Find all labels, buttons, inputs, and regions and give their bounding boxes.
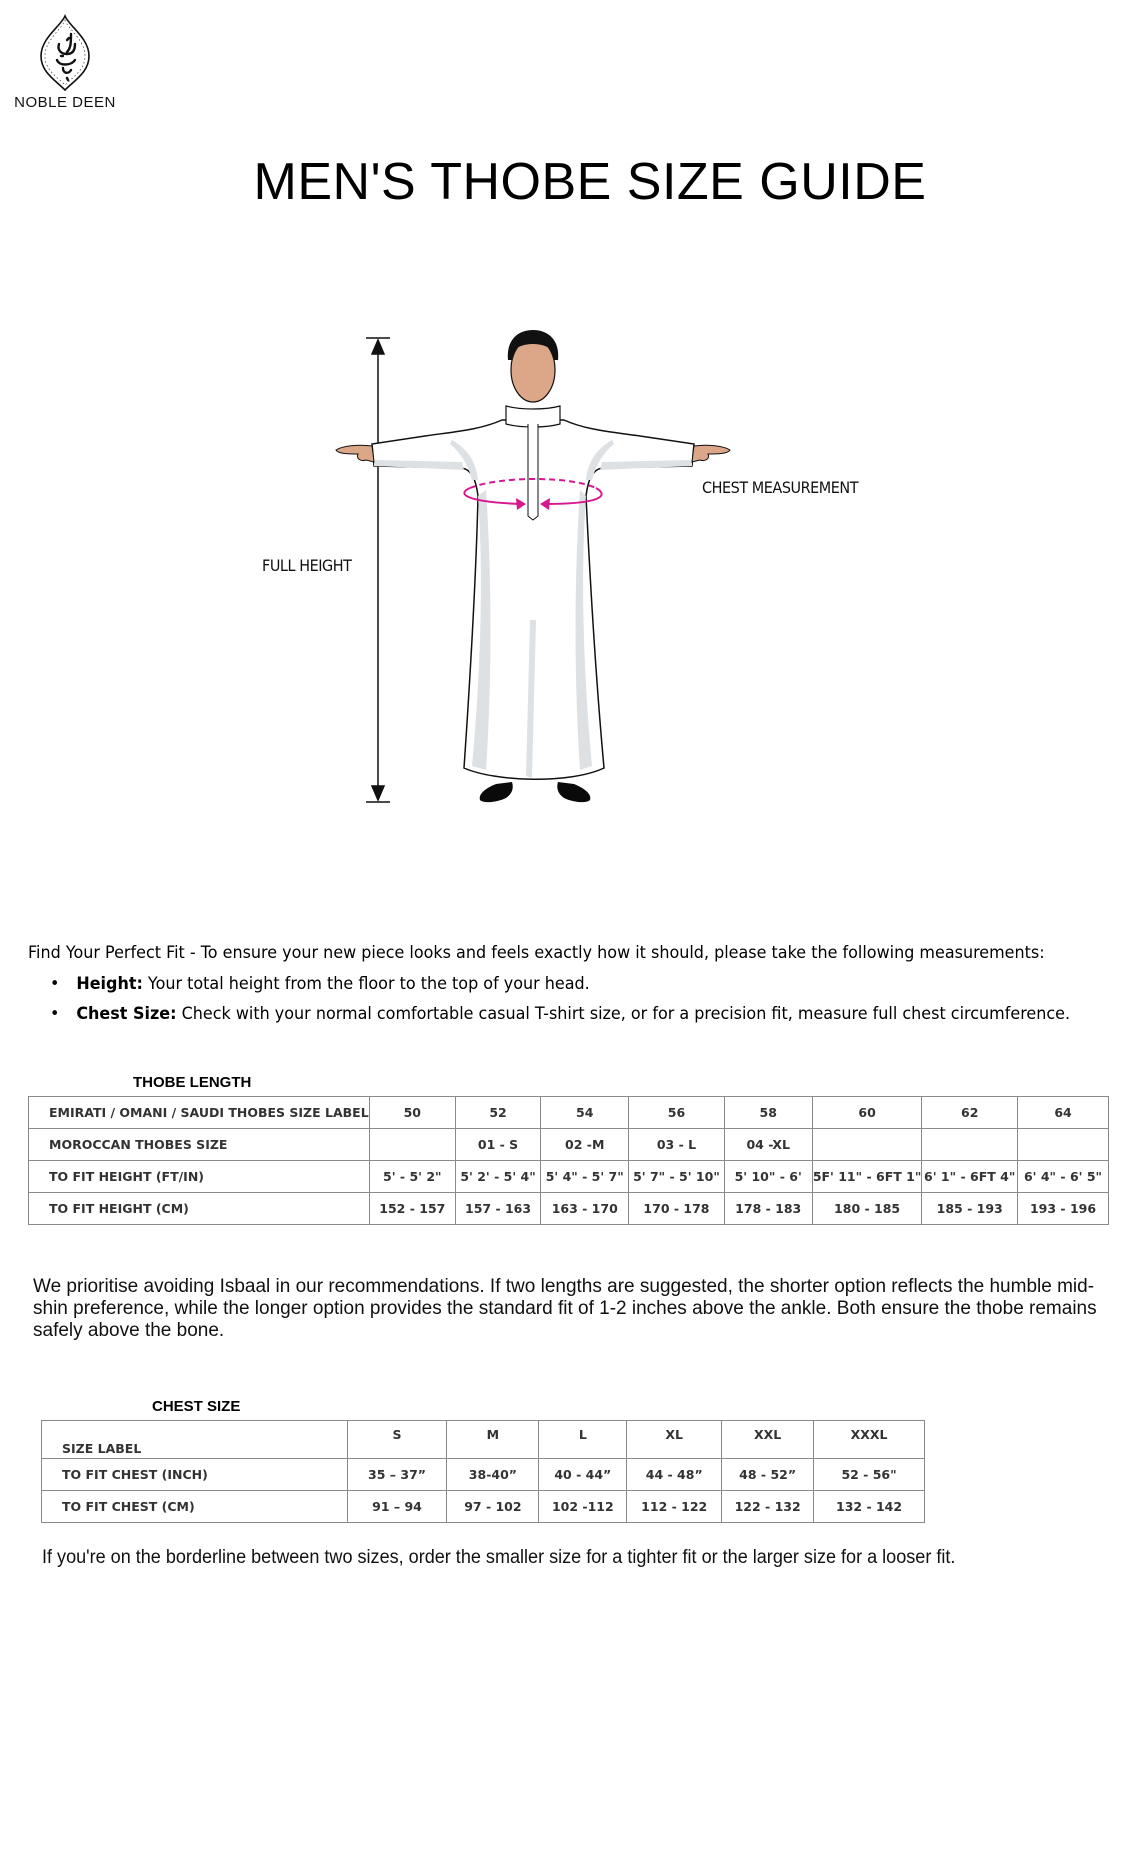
table-cell: 04 -XL [724,1129,812,1161]
bullet-term: Height: [76,974,143,994]
table-cell [922,1129,1018,1161]
bullet-text: Your total height from the floor to the top of your head. [142,974,590,994]
chest-size-row [42,1459,925,1491]
table-cell: 6' 4" - 6' 5" [1018,1161,1109,1193]
placket [528,424,538,520]
page-title: MEN'S THOBE SIZE GUIDE [253,153,927,211]
table-cell: 62 [922,1097,1018,1129]
borderline-note: If you're on the borderline between two sizes, order the smaller size for a tighter fit or the larger size for a looser fit. [42,1547,956,1568]
table-cell: 03 - L [629,1129,724,1161]
table-cell: 91 – 94 [347,1491,447,1523]
table-cell: 40 - 44” [539,1459,627,1491]
bullet-icon: • [50,1004,60,1024]
table-cell: 102 -112 [539,1491,627,1523]
isbaal-note: We prioritise avoiding Isbaal in our recommendations. If two lengths are suggested, the shorter option reflects the humble mid-shin preference, while the longer option provides the standard fit of 1-2 inches above the ankle. Both ensure the thobe remains safely above the bone. [33,1276,1097,1341]
table-cell: 6' 1" - 6FT 4" [922,1161,1018,1193]
table-cell: 50 [369,1097,455,1129]
table-cell: 132 - 142 [814,1491,925,1523]
table-cell: M [447,1421,539,1459]
row-header: TO FIT HEIGHT (FT/IN) [29,1161,370,1193]
list-item-height [50,974,1070,1004]
bullet-text: Check with your normal comfortable casual T-shirt size, or for a precision fit, measure full chest circumference. [176,1004,1071,1024]
measurement-illustration [240,320,920,810]
full-height-arrow-icon [366,338,390,802]
table-cell: 52 - 56" [814,1459,925,1491]
row-header: TO FIT HEIGHT (CM) [29,1193,370,1225]
table-cell: 5' 10" - 6' [724,1161,812,1193]
brand-logo [10,14,120,111]
table-cell: 54 [541,1097,629,1129]
thobe-length-row [29,1161,1109,1193]
table-cell: 44 - 48” [627,1459,722,1491]
table-cell: 112 - 122 [627,1491,722,1523]
table-cell: 5' - 5' 2" [369,1161,455,1193]
table-cell: 97 - 102 [447,1491,539,1523]
table-cell: 163 - 170 [541,1193,629,1225]
chest-size-title: CHEST SIZE [152,1398,241,1415]
row-header: MOROCCAN THOBES SIZE [29,1129,370,1161]
chest-size-row [42,1491,925,1523]
table-cell: XL [627,1421,722,1459]
list-item-chest [50,1004,1070,1034]
measurement-list [50,974,1070,1034]
row-header: TO FIT CHEST (CM) [42,1491,348,1523]
table-cell: 5' 4" - 5' 7" [541,1161,629,1193]
table-cell: XXL [722,1421,814,1459]
table-cell [369,1129,455,1161]
thobe-length-title: THOBE LENGTH [133,1074,252,1091]
table-cell [1018,1129,1109,1161]
fit-intro-text: Find Your Perfect Fit - To ensure your new piece looks and feels exactly how it should, please take the following measurements: [28,943,1045,963]
table-cell: 193 - 196 [1018,1193,1109,1225]
table-cell: 02 -M [541,1129,629,1161]
chest-size-table [41,1420,925,1523]
row-header: SIZE LABEL [42,1421,348,1459]
table-cell: 60 [812,1097,922,1129]
table-cell: 64 [1018,1097,1109,1129]
table-cell: 56 [629,1097,724,1129]
table-cell: 52 [455,1097,540,1129]
thobe-length-row [29,1097,1109,1129]
table-cell: 170 - 178 [629,1193,724,1225]
chest-measurement-label: CHEST MEASUREMENT [702,478,859,497]
table-cell: 01 - S [455,1129,540,1161]
full-height-label: FULL HEIGHT [262,556,352,575]
brand-name: NOBLE DEEN [14,94,116,111]
table-cell: L [539,1421,627,1459]
table-cell: 157 - 163 [455,1193,540,1225]
chest-size-row [42,1421,925,1459]
table-cell: S [347,1421,447,1459]
table-cell: 58 [724,1097,812,1129]
shoes [480,782,591,802]
thobe-length-table [28,1096,1109,1225]
thobe-length-row [29,1193,1109,1225]
thobe-length-row [29,1129,1109,1161]
table-cell: 180 - 185 [812,1193,922,1225]
table-cell: 152 - 157 [369,1193,455,1225]
table-cell [812,1129,922,1161]
table-cell: 178 - 183 [724,1193,812,1225]
table-cell: 185 - 193 [922,1193,1018,1225]
row-header: EMIRATI / OMANI / SAUDI THOBES SIZE LABEL [29,1097,370,1129]
table-cell: 5F' 11" - 6FT 1" [812,1161,922,1193]
table-cell: XXXL [814,1421,925,1459]
bullet-icon: • [50,974,60,994]
bullet-term: Chest Size: [76,1004,177,1024]
table-cell: 5' 7" - 5' 10" [629,1161,724,1193]
table-cell: 5' 2' - 5' 4" [455,1161,540,1193]
calligraphy-leaf-emblem-icon [37,14,93,92]
table-cell: 35 – 37” [347,1459,447,1491]
table-cell: 38-40” [447,1459,539,1491]
table-cell: 48 - 52” [722,1459,814,1491]
collar [506,406,560,427]
row-header: TO FIT CHEST (INCH) [42,1459,348,1491]
table-cell: 122 - 132 [722,1491,814,1523]
head [508,330,558,402]
